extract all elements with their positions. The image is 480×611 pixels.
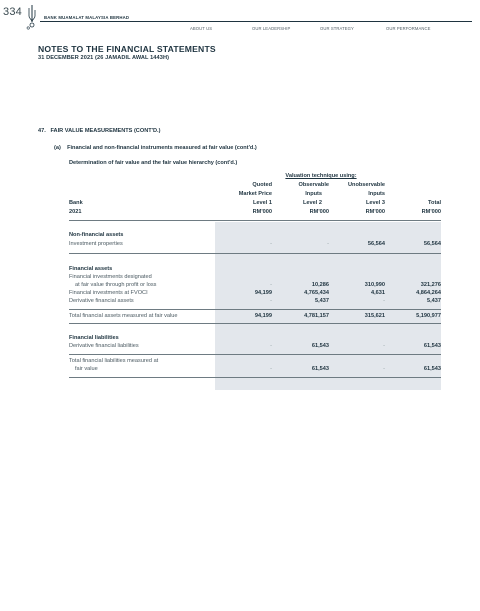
col-header-l1: RM'000 bbox=[252, 209, 272, 215]
row-divider bbox=[69, 253, 441, 254]
table-bottom-rule bbox=[69, 377, 441, 378]
total-value: 61,543 bbox=[311, 366, 329, 372]
page-number: 334 bbox=[3, 6, 22, 18]
col-header-l1: Level 1 bbox=[253, 200, 272, 206]
cell-value: 61,543 bbox=[423, 343, 441, 349]
total-value: 4,781,157 bbox=[304, 313, 329, 319]
section-label: Financial assets bbox=[69, 266, 113, 272]
section-title: FAIR VALUE MEASUREMENTS (CONT'D.) bbox=[50, 128, 161, 134]
row-label: Financial investments at FVOCI bbox=[69, 290, 148, 296]
cell-value: 4,631 bbox=[371, 290, 385, 296]
total-value: 315,621 bbox=[364, 313, 385, 319]
section-label: Financial liabilities bbox=[69, 335, 119, 341]
row-label: Financial investments designated bbox=[69, 274, 152, 280]
col-header-l2: Inputs bbox=[305, 191, 322, 197]
nav-our-performance[interactable]: OUR PERFORMANCE bbox=[386, 26, 431, 31]
sub-letter: (a) bbox=[54, 145, 61, 151]
sub-heading bbox=[54, 145, 257, 151]
section-number: 47. bbox=[38, 128, 46, 134]
row-divider bbox=[69, 323, 441, 324]
cell-value: - bbox=[327, 241, 329, 247]
cell-value: 56,564 bbox=[423, 241, 441, 247]
col-header-l3: RM'000 bbox=[365, 209, 385, 215]
row-header-bank: Bank bbox=[69, 200, 83, 206]
total-value: 94,199 bbox=[254, 313, 272, 319]
table-title: Determination of fair value and the fair value hierarchy (cont'd.) bbox=[69, 160, 238, 166]
col-header-l1: Market Price bbox=[238, 191, 272, 197]
col-header-l1: Quoted bbox=[252, 182, 272, 188]
total-label: Total financial assets measured at fair value bbox=[69, 313, 178, 319]
row-label: Investment properties bbox=[69, 241, 123, 247]
cell-value: 61,543 bbox=[311, 343, 329, 349]
fair-value-table bbox=[69, 170, 441, 390]
cell-value: 5,437 bbox=[315, 298, 329, 304]
cell-value: - bbox=[383, 343, 385, 349]
col-header-l2: Level 2 bbox=[303, 200, 322, 206]
nav-our-leadership[interactable]: OUR LEADERSHIP bbox=[252, 26, 291, 31]
group-header: Valuation technique using: bbox=[285, 173, 357, 179]
row-label: Derivative financial liabilities bbox=[69, 343, 139, 349]
total-label: fair value bbox=[75, 366, 98, 372]
col-header-total: Total bbox=[428, 200, 441, 206]
cell-value: 5,437 bbox=[427, 298, 441, 304]
total-value: - bbox=[270, 366, 272, 372]
row-divider bbox=[69, 309, 441, 310]
cell-value: 10,286 bbox=[311, 282, 329, 288]
notes-title: NOTES TO THE FINANCIAL STATEMENTS bbox=[38, 44, 216, 54]
header-rule bbox=[40, 21, 472, 22]
header-divider bbox=[69, 220, 441, 221]
cell-value: 4,765,434 bbox=[304, 290, 329, 296]
cell-value: - bbox=[270, 298, 272, 304]
cell-value: - bbox=[270, 241, 272, 247]
cell-value: 94,199 bbox=[254, 290, 272, 296]
section-heading bbox=[38, 128, 160, 134]
cell-value: - bbox=[270, 282, 272, 288]
col-header-l2: Observable bbox=[298, 182, 329, 188]
row-label: Derivative financial assets bbox=[69, 298, 134, 304]
col-header-l3: Inputs bbox=[368, 191, 385, 197]
col-header-l3: Level 3 bbox=[366, 200, 385, 206]
col-header-l2: RM'000 bbox=[309, 209, 329, 215]
nav-our-strategy[interactable]: OUR STRATEGY bbox=[320, 26, 354, 31]
total-value: - bbox=[383, 366, 385, 372]
row-divider bbox=[69, 354, 441, 355]
cell-value: 4,864,264 bbox=[416, 290, 441, 296]
cell-value: 56,564 bbox=[367, 241, 385, 247]
bank-logo-icon bbox=[26, 4, 38, 30]
total-value: 5,190,977 bbox=[416, 313, 441, 319]
total-label: Total financial liabilities measured at bbox=[69, 358, 159, 364]
row-label: at fair value through profit or loss bbox=[75, 282, 157, 288]
cell-value: 321,276 bbox=[420, 282, 441, 288]
col-header-total: RM'000 bbox=[421, 209, 441, 215]
bank-name: BANK MUAMALAT MALAYSIA BERHAD bbox=[44, 15, 130, 20]
sub-title: Financial and non-financial instruments measured at fair value (cont'd.) bbox=[67, 145, 257, 151]
col-header-l3: Unobservable bbox=[348, 182, 385, 188]
nav-about-us[interactable]: ABOUT US bbox=[190, 26, 213, 31]
row-header-year: 2021 bbox=[69, 209, 82, 215]
cell-value: - bbox=[383, 298, 385, 304]
cell-value: 310,990 bbox=[364, 282, 385, 288]
value-shading bbox=[215, 222, 441, 390]
section-label: Non-financial assets bbox=[69, 232, 124, 238]
cell-value: - bbox=[270, 343, 272, 349]
total-value: 61,543 bbox=[423, 366, 441, 372]
notes-date: 31 DECEMBER 2021 (26 JAMADIL AWAL 1443H) bbox=[38, 55, 170, 61]
